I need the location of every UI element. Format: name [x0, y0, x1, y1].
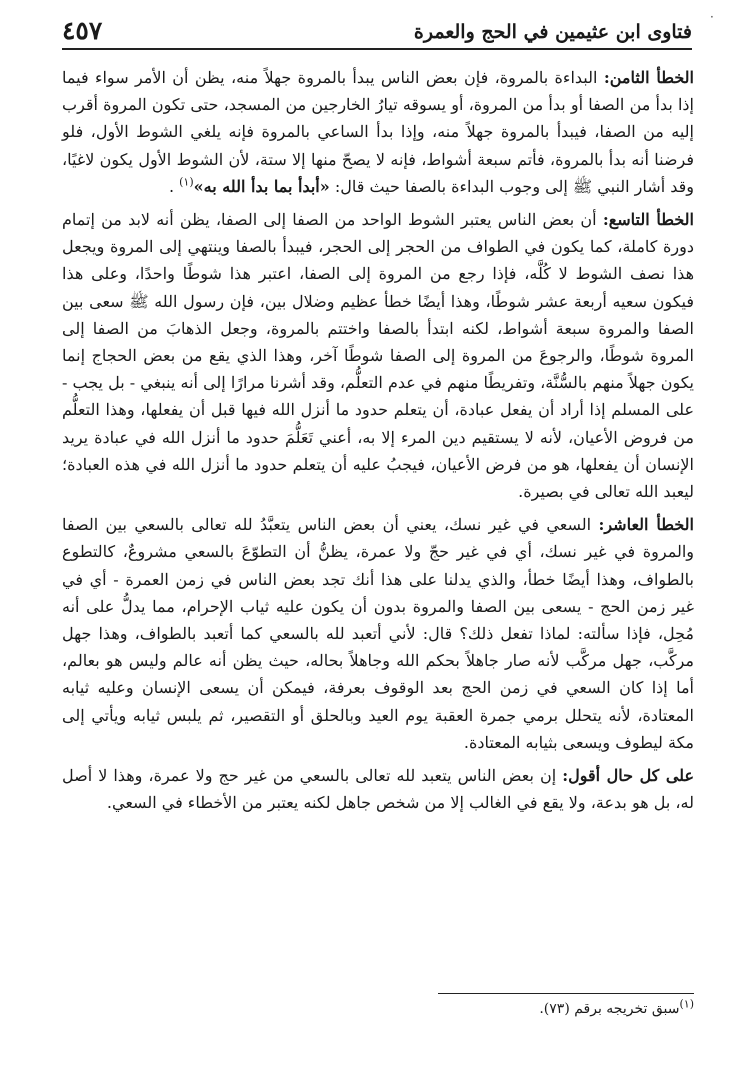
paragraph-ninth-error — [62, 206, 694, 505]
paragraph-heading: الخطأ التاسع: — [602, 210, 695, 230]
body-text — [62, 64, 694, 822]
footnote-text: سبق تخريجه برقم (٧٣). — [539, 1001, 680, 1017]
paragraph-heading: على كل حال أقول: — [562, 766, 695, 786]
paragraph-text: البداءة بالمروة، فإن بعض الناس يبدأ بالمروة جهلاً منه، يظن أن الأمر سواء فيما إذا بدأ من الصفا أو بدأ من المروة، أو يسوقه تيارُ الخارجين من المسجد، حتى تكون المروة أقرب إليه من الصفا، فيبدأ بالمروة جهلاً منه، وإذا بدأ الساعي بالمروة فإنه يلغي الشوط الأول، فلو فرضنا أنه بدأ بالمروة، فأتم سبعة أشواط، فإنه لا يصحّ منها إلا ستة، لأن الشوط الأول يكون لاغيًا، وقد أشار النبي ﷺ إلى وجوب البداءة بالصفا حيث قال: — [62, 68, 694, 196]
paragraph-text: السعي في غير نسك، يعني أن بعض الناس يتعبَّدُ لله تعالى بالسعي بين الصفا والمروة في غير نسك، أي في غير حجّ ولا عمرة، يظنُّ أن التطوّعَ بالسعي مشروعٌ، كالتطوع بالطواف، وهذا أيضًا خطأ، والذي يدلنا على هذا أنك تجد بعض الناس في زمن العمرة - أي في غير زمن الحج - يسعى بين الصفا والمروة بدون أن يكون عليه ثياب الإحرام، مما يدلُّ على أنه مُحِل، فإذا سألته: لماذا تفعل ذلك؟ قال: لأني أتعبد لله بالسعي كما أتعبد بالطواف، وهذا جهل مركَّب، جهل مركَّب لأنه صار جاهلاً بحكم الله وجاهلاً بحاله، حيث يظن أنه عالم وليس هو بعالم، أما إذا كان السعي في زمن الحج بعد الوقوف بعرفة، فيمكن أن يسعى الإنسان وعليه ثيابه المعتادة، لأنه يتحلل برمي جمرة العقبة يوم العيد وبالحلق أو التقصير، ثم يلبس ثيابه ويأتي إلى مكة ليطوف ويسعى بثيابه المعتادة. — [62, 515, 695, 752]
paragraph-eighth-error — [62, 64, 694, 200]
running-header — [62, 14, 692, 50]
footnote-number: (١) — [679, 997, 694, 1011]
paragraph-heading: الخطأ العاشر: — [598, 515, 694, 535]
paragraph-text: إن بعض الناس يتعبد لله تعالى بالسعي من غير حج ولا عمرة، وهذا لا أصل له، بل هو بدعة، ولا يقع في الغالب إلا من شخص جاهل لكنه يعتبر من الأخطاء في السعي. — [62, 766, 694, 813]
paragraph-tail: . — [168, 176, 180, 196]
footnote — [539, 998, 694, 1020]
corner-mark: · — [710, 10, 714, 24]
hadith-quote: «أبدأ بما بدأ الله به» — [193, 176, 330, 196]
paragraph-conclusion — [62, 762, 694, 816]
footnote-divider — [438, 993, 694, 994]
page-number: ٤٥٧ — [62, 16, 103, 45]
header-title: فتاوى ابن عثيمين في الحج والعمرة — [413, 21, 692, 43]
paragraph-text: أن بعض الناس يعتبر الشوط الواحد من الصفا إلى الصفا، يظن أنه لابد من إتمام دورة كاملة، كما يكون في الطواف من الحجر إلى الحجر، فيبدأ بالصفا وينتهي إلى المروة ويجعل هذا نصف الشوط لا كُلَّه، فإذا رجع من المروة إلى الصفا، اعتبر هذا شوطًا واحدًا، وعلى هذا فيكون سعيه أربعة عشر شوطًا، وهذا أيضًا خطأ عظيم وضلال بين، فإن رسول الله ﷺ سعى بين الصفا والمروة سبعة أشواط، لكنه ابتدأ بالصفا واختتم بالمروة، وجعل الذهابَ من الصفا إلى المروة شوطًا، والرجوعَ من المروة إلى الصفا شوطًا آخر، وهذا الذي يقع من بعض الحجاج إنما يكون جهلاً منهم بالسُّنَّة، وتفريطًا منهم في عدم التعلُّم، وقد أشرنا مرارًا إلى أنه ينبغي - بل يجب - على المسلم إذا أراد أن يفعل عبادة، أن يتعلم حدود ما أنزل الله فيها قبل أن يفعلها، وهذا التعلُّم من فروض الأعيان، لأنه لا يستقيم دين المرء إلا به، أعني تَعَلُّمَ حدود ما أنزل الله في عبادة يريد الإنسان أن يفعلها، هو من فرض الأعيان، فيجبُ عليه أن يتعلم حدود ما أنزل الله في هذه العبادة؛ ليعبد الله تعالى في بصيرة. — [62, 210, 695, 502]
paragraph-heading: الخطأ الثامن: — [603, 68, 695, 87]
footnote-reference: (١) — [179, 175, 194, 189]
paragraph-tenth-error — [62, 511, 694, 756]
